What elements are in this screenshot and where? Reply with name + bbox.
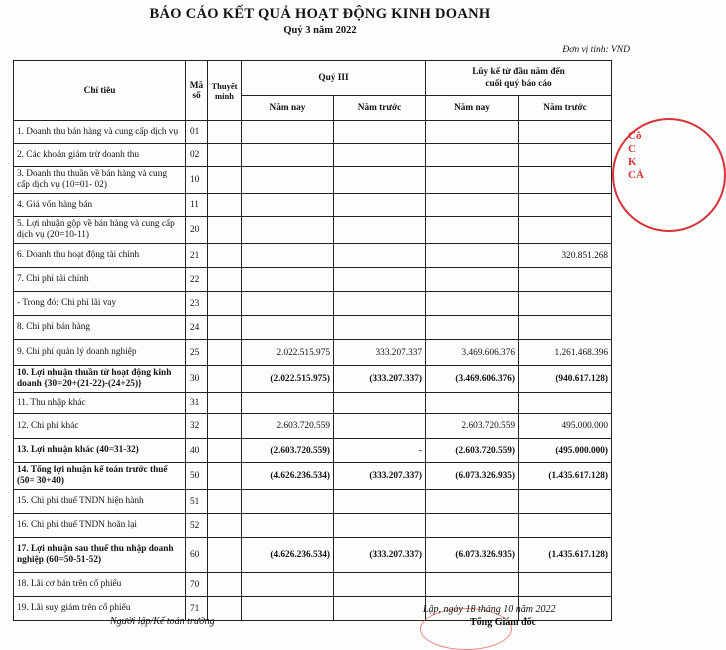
table-row — [14, 463, 612, 490]
table-row — [14, 217, 612, 244]
row-label: - Trong đó: Chi phí lãi vay — [14, 292, 186, 316]
row-note — [208, 463, 242, 490]
company-seal-text: Cô C K CẢ — [628, 130, 644, 181]
ytd-previous-value — [519, 167, 612, 194]
income-statement-table — [13, 60, 612, 621]
row-code: 25 — [186, 340, 208, 366]
row-code: 23 — [186, 292, 208, 316]
ytd-current-value: (2.603.720.559) — [426, 439, 519, 463]
row-code: 21 — [186, 244, 208, 268]
quarter-current-value — [242, 167, 334, 194]
quarter-previous-value — [334, 167, 426, 194]
row-note — [208, 292, 242, 316]
row-label: 13. Lợi nhuận khác (40=31-32) — [14, 439, 186, 463]
quarter-previous-value — [334, 490, 426, 514]
row-note — [208, 573, 242, 597]
row-code: 22 — [186, 268, 208, 292]
quarter-previous-value — [334, 194, 426, 217]
row-label: 9. Chi phí quản lý doanh nghiệp — [14, 340, 186, 366]
row-code: 01 — [186, 121, 208, 144]
ytd-current-value — [426, 292, 519, 316]
row-label: 18. Lãi cơ bản trên cổ phiếu — [14, 573, 186, 597]
quarter-current-value — [242, 194, 334, 217]
row-note — [208, 414, 242, 439]
ytd-previous-value — [519, 393, 612, 414]
quarter-previous-value — [334, 121, 426, 144]
quarter-current-value — [242, 292, 334, 316]
row-note — [208, 217, 242, 244]
ytd-previous-value — [519, 573, 612, 597]
quarter-current-value: (4.626.236.534) — [242, 463, 334, 490]
ytd-current-value — [426, 316, 519, 340]
ytd-previous-value: 320.851.268 — [519, 244, 612, 268]
report-subtitle: Quý 3 năm 2022 — [283, 25, 357, 36]
row-label: 14. Tổng lợi nhuận kế toán trước thuế (50= 30+40) — [14, 463, 186, 490]
quarter-previous-value — [334, 414, 426, 439]
row-label: 1. Doanh thu bán hàng và cung cấp dịch vụ — [14, 121, 186, 144]
quarter-previous-value — [334, 573, 426, 597]
table-row — [14, 121, 612, 144]
currency-unit: Đơn vị tính: VND — [562, 45, 630, 55]
ytd-current-value — [426, 490, 519, 514]
table-row — [14, 268, 612, 292]
row-code: 11 — [186, 194, 208, 217]
quarter-current-value — [242, 244, 334, 268]
quarter-current-value: 2.603.720.559 — [242, 414, 334, 439]
table-row — [14, 393, 612, 414]
table-row — [14, 292, 612, 316]
ytd-current-value: (6.073.326.935) — [426, 463, 519, 490]
ytd-current-value: 3.469.606.376 — [426, 340, 519, 366]
quarter-current-value: (4.626.236.534) — [242, 538, 334, 573]
row-label: 19. Lãi suy giảm trên cổ phiếu — [14, 597, 186, 621]
quarter-previous-value — [334, 144, 426, 167]
quarter-current-value: 2.022.515.975 — [242, 340, 334, 366]
row-label: 12. Chi phí khác — [14, 414, 186, 439]
row-label: 16. Chi phí thuế TNDN hoãn lại — [14, 514, 186, 538]
quarter-current-value: (2.022.515.975) — [242, 366, 334, 393]
row-note — [208, 340, 242, 366]
ytd-current-value — [426, 244, 519, 268]
row-note — [208, 194, 242, 217]
ytd-previous-value: (1.435.617.128) — [519, 463, 612, 490]
quarter-previous-value — [334, 268, 426, 292]
director-signature-label: Tổng Giám đốc — [470, 617, 537, 628]
header-quy-nam-nay: Năm nay — [242, 96, 334, 121]
ytd-current-value — [426, 144, 519, 167]
row-note — [208, 316, 242, 340]
row-note — [208, 393, 242, 414]
quarter-previous-value: 333.207.337 — [334, 340, 426, 366]
ytd-current-value: 2.603.720.559 — [426, 414, 519, 439]
row-note — [208, 144, 242, 167]
ytd-current-value — [426, 217, 519, 244]
row-note — [208, 167, 242, 194]
header-quy-nam-truoc: Năm trước — [334, 96, 426, 121]
ytd-previous-value: 495.000.000 — [519, 414, 612, 439]
preparer-signature-label: Người lập/Kế toán trưởng — [110, 616, 215, 627]
ytd-previous-value: (495.000.000) — [519, 439, 612, 463]
ytd-previous-value — [519, 292, 612, 316]
row-code: 40 — [186, 439, 208, 463]
row-code: 10 — [186, 167, 208, 194]
row-note — [208, 366, 242, 393]
row-note — [208, 490, 242, 514]
ytd-current-value — [426, 121, 519, 144]
quarter-current-value — [242, 514, 334, 538]
table-row — [14, 340, 612, 366]
ytd-previous-value: 1.261.468.396 — [519, 340, 612, 366]
quarter-current-value — [242, 490, 334, 514]
quarter-previous-value — [334, 597, 426, 621]
row-label: 8. Chi phí bán hàng — [14, 316, 186, 340]
header-thuyet-minh: Thuyết minh — [208, 61, 242, 121]
row-label: 4. Giá vốn hàng bán — [14, 194, 186, 217]
row-label: 11. Thu nhập khác — [14, 393, 186, 414]
report-title: BÁO CÁO KẾT QUẢ HOẠT ĐỘNG KINH DOANH — [149, 6, 491, 22]
quarter-previous-value: (333.207.337) — [334, 538, 426, 573]
table-row — [14, 366, 612, 393]
quarter-current-value — [242, 597, 334, 621]
ytd-previous-value: (940.617.128) — [519, 366, 612, 393]
quarter-current-value — [242, 316, 334, 340]
quarter-previous-value — [334, 316, 426, 340]
table-row — [14, 414, 612, 439]
header-chi-tieu: Chỉ tiêu — [14, 61, 186, 121]
ytd-previous-value — [519, 217, 612, 244]
row-label: 17. Lợi nhuận sau thuế thu nhập doanh nghiệp (60=50-51-52) — [14, 538, 186, 573]
row-note — [208, 121, 242, 144]
table-row — [14, 316, 612, 340]
row-note — [208, 268, 242, 292]
quarter-previous-value — [334, 393, 426, 414]
row-code: 24 — [186, 316, 208, 340]
row-code: 50 — [186, 463, 208, 490]
table-row — [14, 573, 612, 597]
quarter-previous-value: - — [334, 439, 426, 463]
header-luyke-nam-truoc: Năm trước — [519, 96, 612, 121]
table-row — [14, 244, 612, 268]
ytd-current-value — [426, 194, 519, 217]
row-code: 31 — [186, 393, 208, 414]
table-row — [14, 194, 612, 217]
ytd-previous-value — [519, 316, 612, 340]
row-code: 51 — [186, 490, 208, 514]
row-label: 6. Doanh thu hoạt động tài chính — [14, 244, 186, 268]
ytd-current-value: (3.469.606.376) — [426, 366, 519, 393]
quarter-previous-value — [334, 514, 426, 538]
ytd-previous-value — [519, 490, 612, 514]
row-label: 7. Chi phí tài chính — [14, 268, 186, 292]
quarter-current-value — [242, 121, 334, 144]
quarter-previous-value — [334, 217, 426, 244]
header-quy: Quý III — [242, 61, 426, 96]
table-row — [14, 490, 612, 514]
quarter-previous-value: (333.207.337) — [334, 366, 426, 393]
ytd-previous-value — [519, 268, 612, 292]
row-code: 52 — [186, 514, 208, 538]
row-label: 15. Chi phí thuế TNDN hiện hành — [14, 490, 186, 514]
ytd-previous-value — [519, 144, 612, 167]
header-luyke-nam-nay: Năm nay — [426, 96, 519, 121]
header-luy-ke: Lũy kế từ đầu năm đến cuối quý báo cáo — [426, 61, 612, 96]
ytd-current-value — [426, 573, 519, 597]
row-code: 60 — [186, 538, 208, 573]
table-body — [14, 121, 612, 621]
ytd-previous-value: (1.435.617.128) — [519, 538, 612, 573]
row-label: 10. Lợi nhuận thuần từ hoạt động kinh doanh {30=20+(21-22)-(24+25)} — [14, 366, 186, 393]
row-note — [208, 514, 242, 538]
ytd-current-value — [426, 514, 519, 538]
ytd-current-value: (6.073.326.935) — [426, 538, 519, 573]
row-code: 70 — [186, 573, 208, 597]
ytd-current-value — [426, 393, 519, 414]
quarter-previous-value — [334, 292, 426, 316]
row-note — [208, 244, 242, 268]
quarter-current-value: (2.603.720.559) — [242, 439, 334, 463]
quarter-previous-value: (333.207.337) — [334, 463, 426, 490]
table-row — [14, 538, 612, 573]
ytd-previous-value — [519, 121, 612, 144]
row-label: 2. Các khoản giảm trừ doanh thu — [14, 144, 186, 167]
table-row — [14, 514, 612, 538]
row-label: 5. Lợi nhuận gộp về bán hàng và cung cấp dịch vụ (20=10-11) — [14, 217, 186, 244]
row-code: 71 — [186, 597, 208, 621]
quarter-previous-value — [334, 244, 426, 268]
table-row — [14, 144, 612, 167]
row-code: 30 — [186, 366, 208, 393]
quarter-current-value — [242, 393, 334, 414]
quarter-current-value — [242, 144, 334, 167]
report-date: Lập, ngày 18 tháng 10 năm 2022 — [423, 604, 556, 615]
ytd-previous-value — [519, 514, 612, 538]
row-note — [208, 538, 242, 573]
row-label: 3. Doanh thu thuần về bán hàng và cung cấp dịch vụ (10=01- 02) — [14, 167, 186, 194]
row-note — [208, 439, 242, 463]
quarter-current-value — [242, 573, 334, 597]
row-code: 02 — [186, 144, 208, 167]
row-code: 20 — [186, 217, 208, 244]
ytd-current-value — [426, 167, 519, 194]
ytd-previous-value — [519, 194, 612, 217]
header-ma-so: Mã số — [186, 61, 208, 121]
ytd-current-value — [426, 268, 519, 292]
row-code: 32 — [186, 414, 208, 439]
quarter-current-value — [242, 268, 334, 292]
table-row — [14, 167, 612, 194]
table-row — [14, 439, 612, 463]
quarter-current-value — [242, 217, 334, 244]
